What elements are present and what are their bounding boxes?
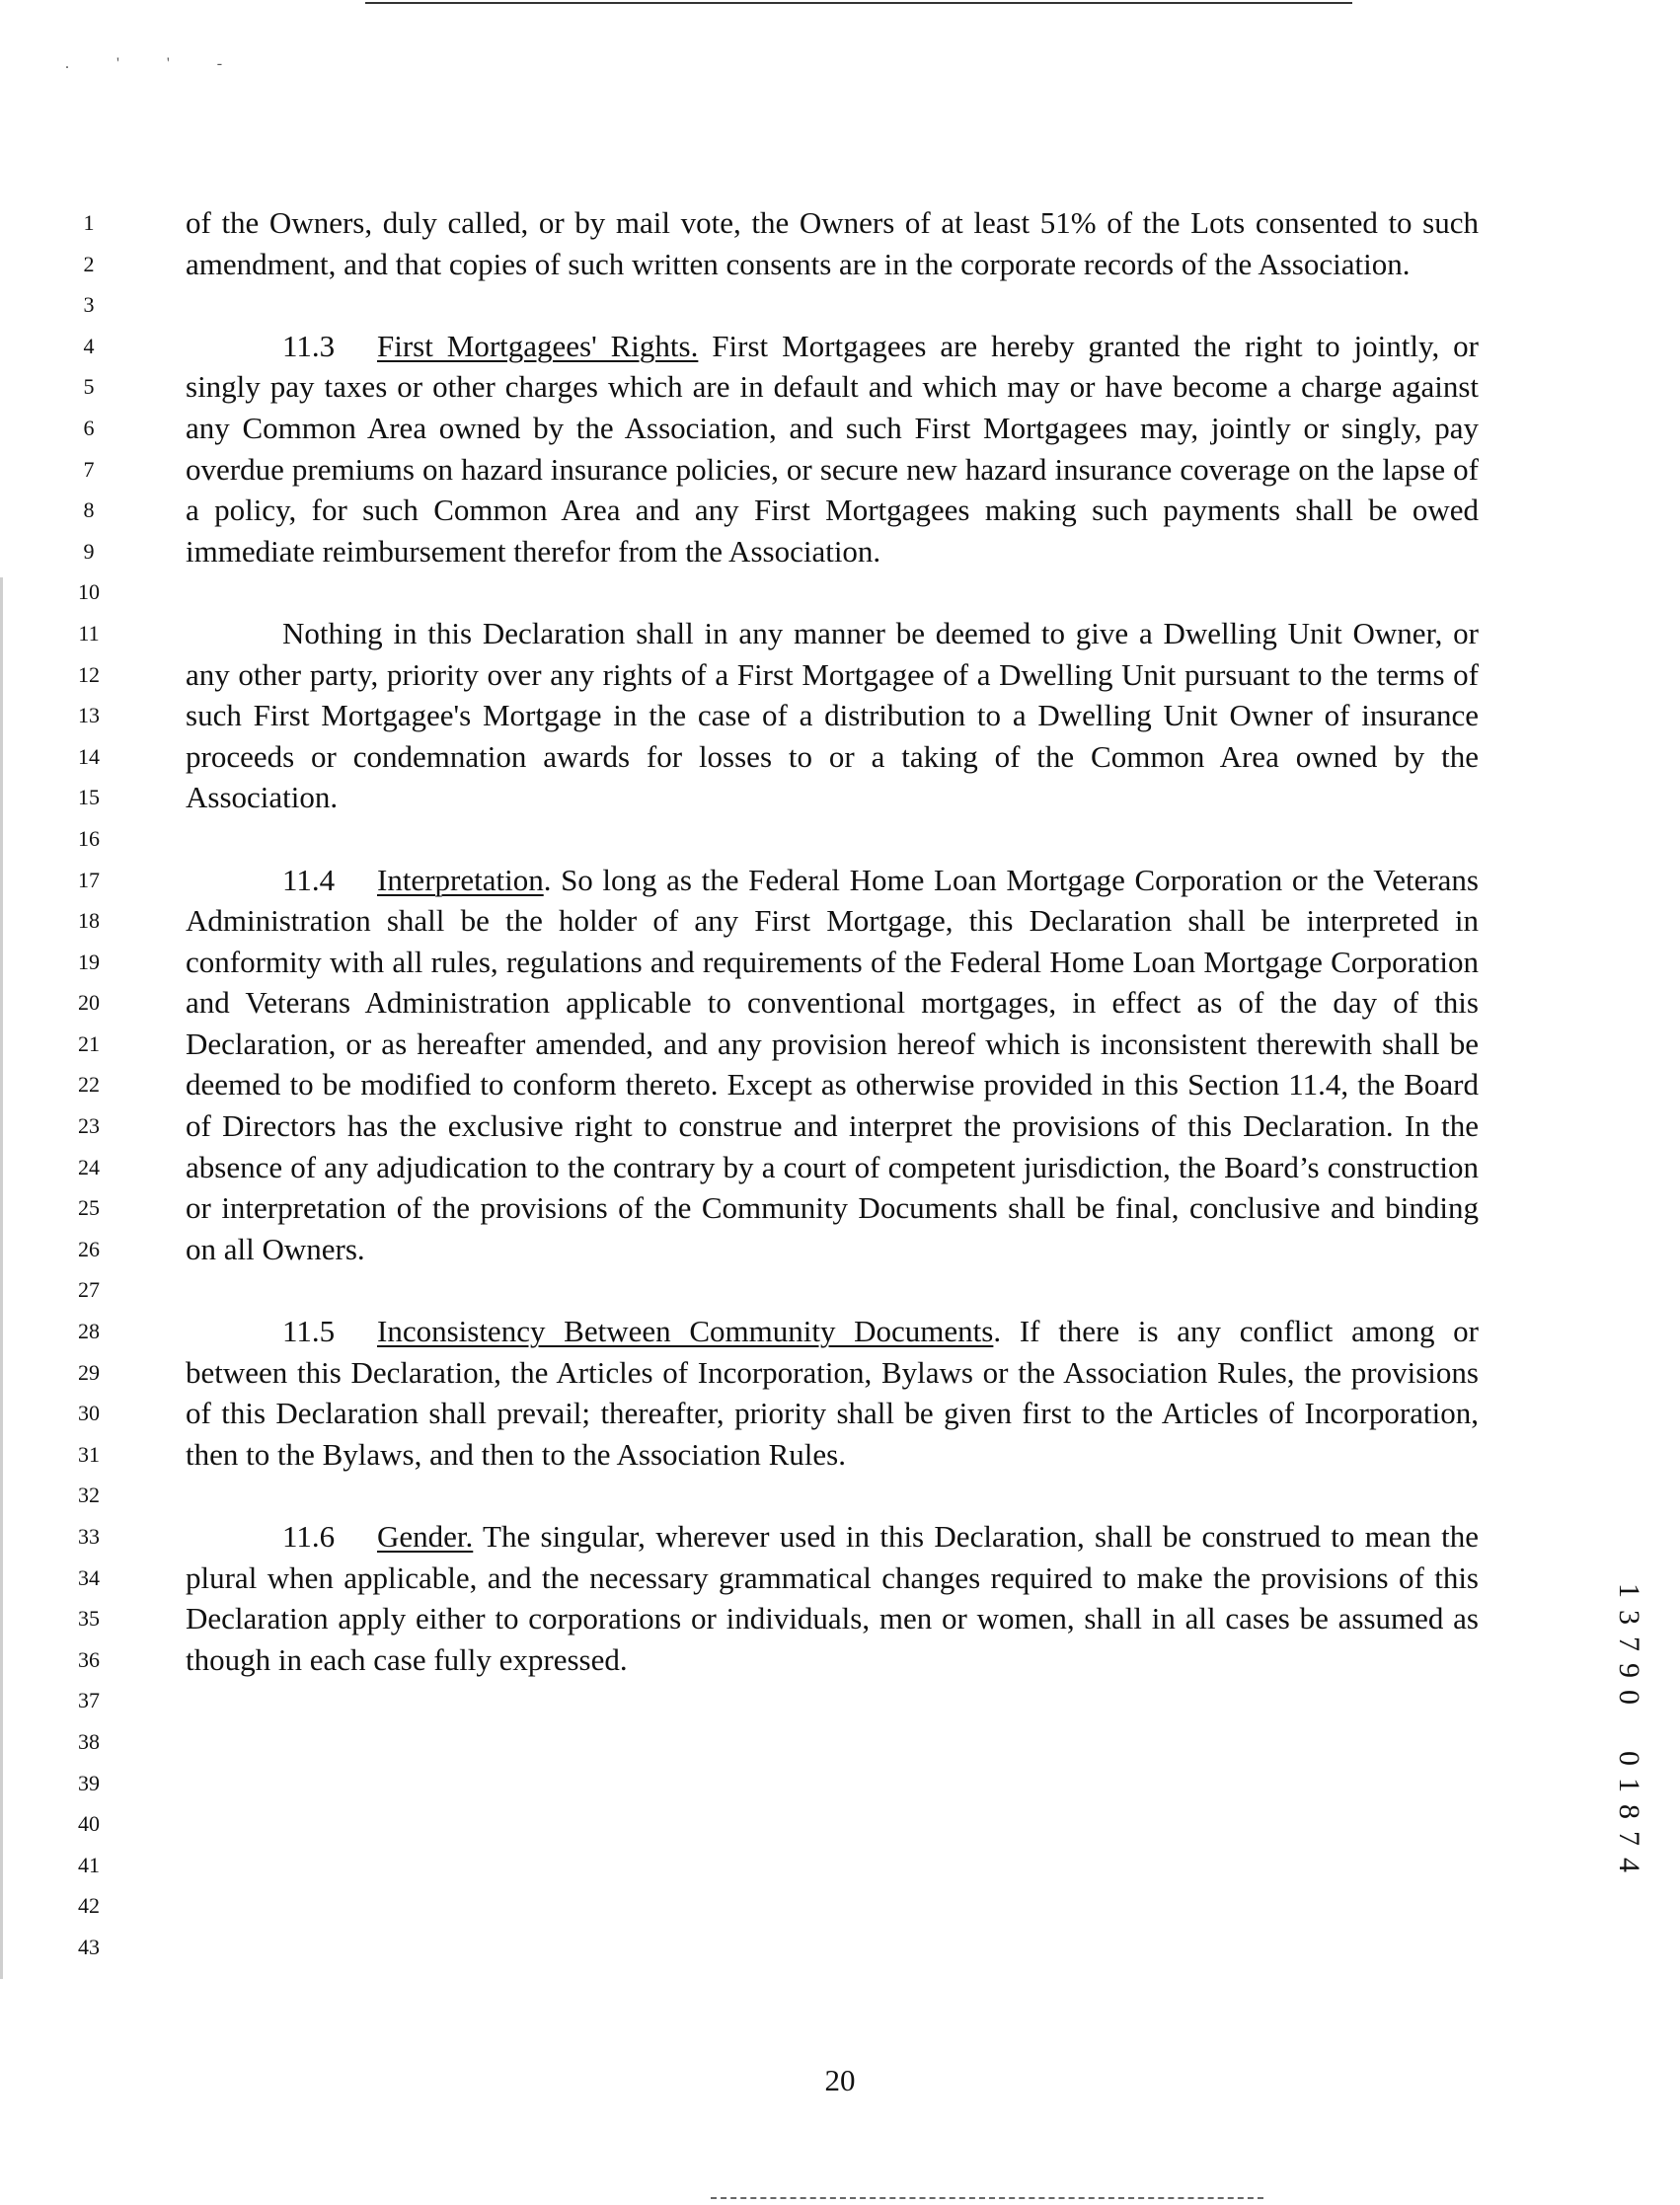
- section-11-3: [186, 326, 1479, 572]
- line-number: 31: [78, 1441, 100, 1467]
- left-margin-edge: [0, 577, 3, 1979]
- bottom-scan-rule: [711, 2197, 1263, 2199]
- line-number: 40: [78, 1811, 100, 1837]
- line-number: 10: [78, 579, 100, 605]
- line-number: 35: [78, 1606, 100, 1632]
- line-number: 1: [83, 210, 95, 235]
- line-number: 13: [78, 703, 100, 728]
- section-heading: Inconsistency Between Community Documents: [377, 1314, 994, 1349]
- stamp-digit: 0: [1612, 1690, 1645, 1705]
- line-number: 25: [78, 1195, 100, 1221]
- line-number: 4: [83, 333, 95, 358]
- section-number: 11.6: [282, 1519, 336, 1554]
- line-number: 42: [78, 1893, 100, 1919]
- section-11-4: [186, 860, 1479, 1270]
- line-number: 22: [78, 1072, 100, 1098]
- line-number: 18: [78, 908, 100, 934]
- section-body: . So long as the Federal Home Loan Mortgage Corporation or the Veterans Administration shall be the holder of any First Mortgage, this Declaration shall be interpreted in conformity with all rules, regulations and requirements of the Federal Home Loan Mortgage Corporation and Veterans Administration applicable to conventional mortgages, in effect as of the day of this Declaration, or as hereafter amended, and any provision hereof which is inconsistent therewith shall be deemed to be modified to conform thereto. Except as otherwise provided in this Section 11.4, the Board of Directors has the exclusive right to construe and interpret the provisions of this Declaration. In the absence of any adjudication to the contrary by a court of competent jurisdiction, the Board’s construction or interpretation of the provisions of the Community Documents shall be final, conclusive and binding on all Owners.: [186, 862, 1479, 1266]
- section-body: . If there is any conflict among or between this Declaration, the Articles of Incorporation, Bylaws or the Association Rules, the provisions of this Declaration shall prevail; thereafter, priority shall be given first to the Articles of Incorporation, then to the Bylaws, and then to the Association Rules.: [186, 1314, 1480, 1472]
- top-scan-rule: [365, 2, 1352, 4]
- stamp-digit: 0: [1612, 1751, 1645, 1766]
- document-body: [186, 202, 1479, 1680]
- line-number: 5: [83, 374, 95, 400]
- line-number: 43: [78, 1934, 100, 1959]
- paragraph-nothing: Nothing in this Declaration shall in any manner be deemed to give a Dwelling Unit Owner, or any other party, priority over any rights of a First Mortgagee of a Dwelling Unit pursuant to the terms of such First Mortgagee's Mortgage in the case of a distribution to a Dwelling Unit Owner of insurance proceeds or condemnation awards for losses to or a taking of the Common Area owned by the Association.: [186, 615, 1479, 815]
- line-number: 6: [83, 415, 95, 440]
- paragraph-continuation: of the Owners, duly called, or by mail vote, the Owners of at least 51% of the Lots consented to such amendment, and that copies of such written consents are in the corporate records of the Association.: [186, 205, 1479, 281]
- line-number: 36: [78, 1646, 100, 1672]
- line-number: 29: [78, 1359, 100, 1385]
- section-heading: First Mortgagees' Rights.: [377, 328, 699, 363]
- section-number: 11.3: [282, 328, 336, 363]
- line-number: 20: [78, 990, 100, 1016]
- section-heading: Gender.: [377, 1519, 474, 1554]
- stamp-digit: 8: [1612, 1804, 1645, 1819]
- stamp-digit: 9: [1612, 1663, 1645, 1678]
- line-number: 12: [78, 661, 100, 687]
- stamp-digit: 3: [1612, 1610, 1645, 1625]
- blank-line: [186, 571, 1479, 613]
- section-11-5: [186, 1311, 1479, 1475]
- line-number: 41: [78, 1852, 100, 1877]
- line-number: 7: [83, 456, 95, 482]
- line-number: 33: [78, 1524, 100, 1549]
- line-number: 8: [83, 497, 95, 523]
- line-number: 28: [78, 1319, 100, 1344]
- blank-line: [186, 818, 1479, 860]
- blank-line: [186, 1269, 1479, 1311]
- section-number: 11.5: [282, 1314, 336, 1349]
- stamp-digit: 4: [1612, 1858, 1645, 1872]
- line-number: 21: [78, 1030, 100, 1056]
- line-number: 24: [78, 1154, 100, 1179]
- line-number: 2: [83, 251, 95, 276]
- line-number: 16: [78, 825, 100, 851]
- scan-marks: . ' ' -: [65, 55, 245, 72]
- line-number: 37: [78, 1688, 100, 1713]
- line-number: 30: [78, 1401, 100, 1426]
- line-number: 3: [83, 292, 95, 318]
- stamp-digit: 7: [1612, 1831, 1645, 1846]
- line-number: 23: [78, 1113, 100, 1139]
- stamp-digit: 1: [1612, 1583, 1645, 1598]
- section-body: The singular, wherever used in this Declaration, shall be construed to mean the plural when applicable, and the necessary grammatical changes required to make the provisions of this Declaration apply either to corporations or individuals, men or women, shall in all cases be assumed as though in each case fully expressed.: [186, 1519, 1479, 1677]
- line-number: 17: [78, 867, 100, 892]
- section-number: 11.4: [282, 862, 336, 897]
- line-number: 9: [83, 538, 95, 564]
- blank-line: [186, 1475, 1479, 1516]
- line-number: 14: [78, 743, 100, 769]
- section-11-6: [186, 1516, 1479, 1680]
- line-number: 32: [78, 1483, 100, 1508]
- section-body: First Mortgagees are hereby granted the right to jointly, or singly pay taxes or other charges which are in default and which may or have become a charge against any Common Area owned by the Association, and such First Mortgagees may, jointly or singly, pay overdue premiums on hazard insurance policies, or secure new hazard insurance coverage on the lapse of a policy, for such Common Area and any First Mortgagees making such payments shall be owed immediate reimbursement therefor from the Association.: [186, 328, 1479, 569]
- section-heading: Interpretation: [377, 862, 544, 897]
- stamp-digit: 7: [1612, 1636, 1645, 1651]
- line-number: 19: [78, 949, 100, 974]
- line-number: 11: [78, 620, 100, 646]
- page-number: 20: [824, 2063, 856, 2097]
- stamp-digit: 1: [1612, 1778, 1645, 1792]
- recording-stamp: [1609, 1577, 1648, 1878]
- blank-line: [186, 284, 1479, 326]
- line-number: 39: [78, 1770, 100, 1795]
- line-number: 34: [78, 1564, 100, 1590]
- line-number-column: [59, 202, 118, 1968]
- line-number: 38: [78, 1728, 100, 1754]
- line-number: 15: [78, 785, 100, 810]
- line-number: 27: [78, 1277, 100, 1303]
- line-number: 26: [78, 1236, 100, 1261]
